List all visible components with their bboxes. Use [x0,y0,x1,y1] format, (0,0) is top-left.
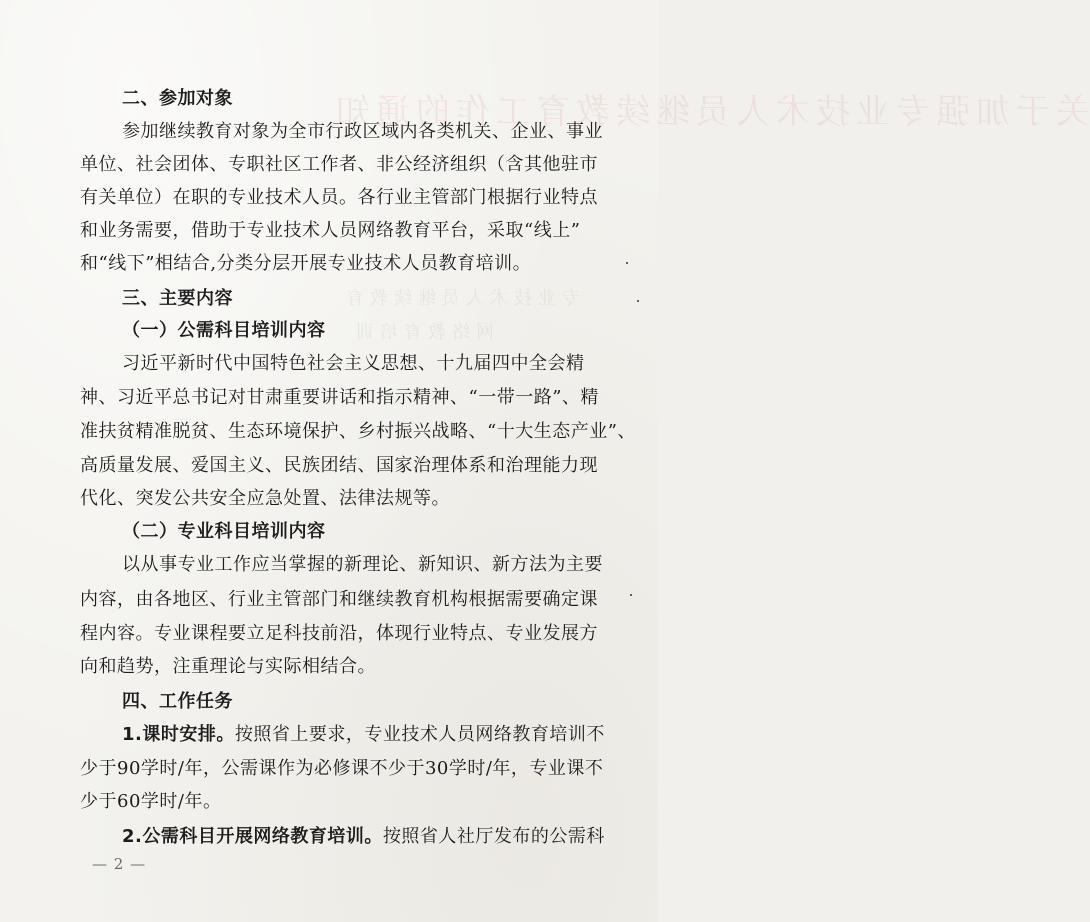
paragraph-line: 准扶贫精准脱贫、生态环境保护、乡村振兴战略、“十大生态产业”、 [80,421,636,442]
section-heading-participants: 二、参加对象 [122,88,233,109]
paragraph-line [122,826,605,848]
scan-speck [630,594,632,596]
paragraph-line: 有关单位）在职的专业技术人员。各行业主管部门根据行业特点 [80,187,598,208]
bleed-through-title: 关于加强专业技术人员继续教育工作的通知 [330,92,1090,132]
subsection-heading-professional-courses: （二）专业科目培训内容 [122,521,326,542]
paragraph-line: 向和趋势，注重理论与实际相结合。 [80,656,376,677]
bleed-through-text: 专业技术人员继续教育 [340,288,580,309]
paragraph-line: 参加继续教育对象为全市行政区域内各类机关、企业、事业 [122,121,603,142]
item-text: 按照省上要求，专业技术人员网络教育培训不 [234,724,605,745]
paragraph-line: 代化、突发公共安全应急处置、法律法规等。 [80,488,450,509]
scan-speck [626,262,628,264]
item-label-online-training: 2.公需科目开展网络教育培训。 [122,826,383,847]
paragraph-line: 单位、社会团体、专职社区工作者、非公经济组织（含其他驻市 [80,154,598,175]
paragraph-line: 少于60学时/年。 [80,791,222,812]
paragraph-line: 以从事专业工作应当掌握的新理论、新知识、新方法为主要 [122,554,603,575]
section-heading-main-content: 三、主要内容 [122,288,233,309]
bleed-through-text: 网络教育培训 [350,322,494,343]
section-heading-work-tasks: 四、工作任务 [122,691,233,712]
item-text: 按照省人社厅发布的公需科 [382,826,605,847]
paragraph-line [122,724,605,746]
page-number: — 2 — [92,855,147,873]
paragraph-line: 神、习近平总书记对甘肃重要讲话和指示精神、“一带一路”、精 [80,387,599,408]
paragraph-line: 和业务需要，借助于专业技术人员网络教育平台，采取“线上” [80,220,581,241]
scan-speck [637,300,639,302]
paragraph-line: 少于90学时/年，公需课作为必修课不少于30学时/年，专业课不 [80,758,604,779]
paragraph-line: 高质量发展、爱国主义、民族团结、国家治理体系和治理能力现 [80,455,598,476]
subsection-heading-public-courses: （一）公需科目培训内容 [122,320,326,341]
item-label-class-hours: 1.课时安排。 [122,724,235,745]
paragraph-line: 和“线下”相结合,分类分层开展专业技术人员教育培训。 [80,253,532,274]
paragraph-line: 程内容。专业课程要立足科技前沿，体现行业特点、专业发展方 [80,623,598,644]
paragraph-line: 内容，由各地区、行业主管部门和继续教育机构根据需要确定课 [80,589,598,610]
paragraph-line: 习近平新时代中国特色社会主义思想、十九届四中全会精 [122,353,585,374]
